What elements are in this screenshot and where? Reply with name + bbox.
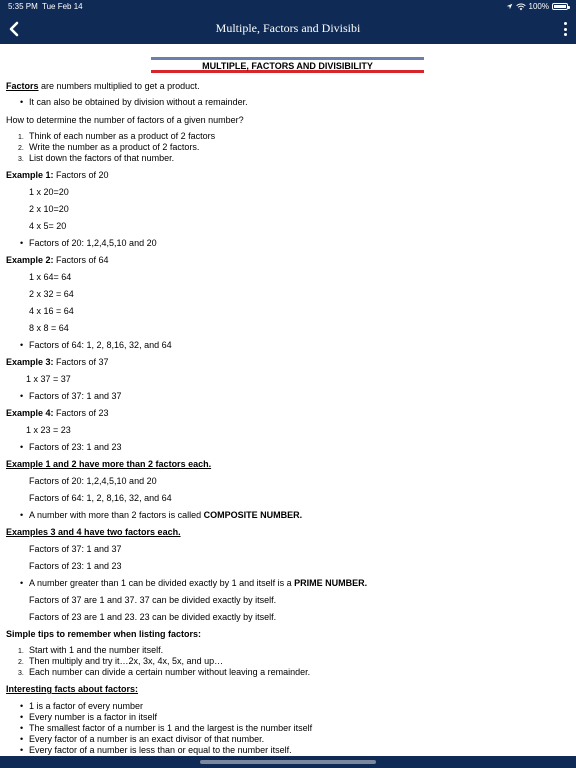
status-date: Tue Feb 14 bbox=[42, 2, 83, 11]
list-item: • Every factor of a number is less than or equal to the number itself. bbox=[29, 745, 292, 756]
factors-definition: Factors are numbers multiplied to get a product. bbox=[6, 81, 200, 91]
status-bar bbox=[0, 0, 576, 14]
text-line: 1 x 20=20 bbox=[29, 187, 69, 197]
document-content[interactable]: MULTIPLE, FACTORS AND DIVISIBILITY Factors are numbers multiplied to get a product. • It can also be obtained by division without a remainder. How to determine the number of factors of a given number? 1. Think of each number as a product of 2 factors 2. Write the number as a product of 2 factors. 3. List down the factors of that number. Example 1: Factors of 20 1 x 20=20 2 x 10=20 4 x 5= 20 • Factors of 20: 1,2,4,5,10 and 20 Example 2: Factors of 64 1 x 64= 64 2 x 32 = 64 4 x 16 = 64 8 x 8 = 64 • Factors of 64: 1, 2, 8,16, 32, and 64 Example 3: Factors of 37 1 x 37 = 37 • Factors of 37: 1 and 37 Example 4: Factors of 23 1 x 23 = 23 • Factors of 23: 1 and 23 Example 1 and 2 have more than 2 factors each. Factors of 20: 1,2,4,5,10 and 20 Factors of 64: 1, 2, 8,16, 32, and 64 • A number with more than 2 factors is called COMPOSITE NUMBER. Examples 3 and 4 have two factors each. Factors of 37: 1 and 37 Factors of 23: 1 and 23 • A number greater than 1 can be divided exactly by 1 and itself is a PRIME NUMBER. Factors of 37 are 1 and 37. 37 can be divided exactly by itself. Factors of 23 are 1 and 23. 23 can be divided exactly by itself. Simple tips to remember when listing factors: 1. Start with 1 and the number itself. 2. Then multiply and try it…2x, 3x, 4x, 5x, and up… 3. Each number can divide a certain number without leaving a remainder. Interesting facts about factors: • 1 is a factor of every number • Every number is a factor in itself • The smallest factor of a number is 1 and the largest is the number itself • Every factor of a number is an exact divisor of that number. • Every factor of a number is less than or equal to the number itself. bbox=[0, 44, 576, 756]
text-line: Factors of 23: 1 and 23 bbox=[29, 561, 122, 571]
text-line: Factors of 20: 1,2,4,5,10 and 20 bbox=[29, 476, 157, 486]
text-line: Factors of 64: 1, 2, 8,16, 32, and 64 bbox=[29, 493, 172, 503]
list-item: • Every number is a factor in itself bbox=[29, 712, 157, 723]
list-item: • A number greater than 1 can be divided exactly by 1 and itself is a PRIME NUMBER. bbox=[29, 578, 367, 589]
prime-heading: Examples 3 and 4 have two factors each. bbox=[6, 527, 181, 537]
list-item: • Factors of 37: 1 and 37 bbox=[29, 391, 122, 402]
list-item: List down the factors of that number. bbox=[29, 153, 175, 163]
list-item: Write the number as a product of 2 factors. bbox=[29, 142, 200, 152]
list-item: • Factors of 20: 1,2,4,5,10 and 20 bbox=[29, 238, 157, 249]
text-line: 4 x 5= 20 bbox=[29, 221, 67, 231]
list-item: • It can also be obtained by division without a remainder. bbox=[29, 97, 248, 108]
factors-term: Factors bbox=[6, 81, 39, 91]
more-dots-icon bbox=[564, 22, 567, 25]
navigation-bar bbox=[0, 14, 576, 44]
text-line: 8 x 8 = 64 bbox=[29, 323, 69, 333]
document-heading: MULTIPLE, FACTORS AND DIVISIBILITY bbox=[151, 57, 424, 73]
list-item: • The smallest factor of a number is 1 and the largest is the number itself bbox=[29, 723, 312, 734]
example-1-title: Example 1: Factors of 20 bbox=[6, 170, 109, 180]
list-item: Start with 1 and the number itself. bbox=[29, 645, 164, 655]
list-item: Each number can divide a certain number without leaving a remainder. bbox=[29, 667, 311, 677]
example-4-title: Example 4: Factors of 23 bbox=[6, 408, 109, 418]
list-item: • A number with more than 2 factors is called COMPOSITE NUMBER. bbox=[29, 510, 302, 521]
text-line: Factors of 23 are 1 and 23. 23 can be divided exactly by itself. bbox=[29, 612, 277, 622]
list-item: • 1 is a factor of every number bbox=[29, 701, 143, 712]
tips-heading: Simple tips to remember when listing factors: bbox=[6, 629, 202, 639]
list-item: • Factors of 64: 1, 2, 8,16, 32, and 64 bbox=[29, 340, 172, 351]
home-indicator[interactable] bbox=[200, 760, 376, 764]
text-line: 4 x 16 = 64 bbox=[29, 306, 74, 316]
status-right bbox=[506, 2, 568, 11]
text-line: 1 x 37 = 37 bbox=[26, 374, 71, 384]
list-item: Then multiply and try it…2x, 3x, 4x, 5x, and up… bbox=[29, 656, 224, 666]
facts-heading: Interesting facts about factors: bbox=[6, 684, 139, 694]
battery-percent: 100% bbox=[528, 2, 549, 11]
text-line: Factors of 37 are 1 and 37. 37 can be divided exactly by itself. bbox=[29, 595, 277, 605]
status-time: 5:35 PM bbox=[8, 2, 38, 11]
text-line: Factors of 37: 1 and 37 bbox=[29, 544, 122, 554]
text-line: 2 x 10=20 bbox=[29, 204, 69, 214]
example-2-title: Example 2: Factors of 64 bbox=[6, 255, 109, 265]
list-item: • Every factor of a number is an exact divisor of that number. bbox=[29, 734, 264, 745]
composite-heading: Example 1 and 2 have more than 2 factors each. bbox=[6, 459, 212, 469]
text-line: 1 x 23 = 23 bbox=[26, 425, 71, 435]
example-3-title: Example 3: Factors of 37 bbox=[6, 357, 109, 367]
battery-icon bbox=[552, 3, 568, 10]
wifi-icon bbox=[516, 3, 526, 11]
list-item: Think of each number as a product of 2 factors bbox=[29, 131, 216, 141]
page-title: Multiple, Factors and Divisibi bbox=[215, 21, 361, 35]
question-text: How to determine the number of factors of a given number? bbox=[6, 115, 244, 125]
text-line: 2 x 32 = 64 bbox=[29, 289, 74, 299]
list-item: • Factors of 23: 1 and 23 bbox=[29, 442, 122, 453]
more-options-button[interactable] bbox=[563, 22, 567, 36]
text-line: 1 x 64= 64 bbox=[29, 272, 72, 282]
location-icon bbox=[506, 3, 513, 10]
